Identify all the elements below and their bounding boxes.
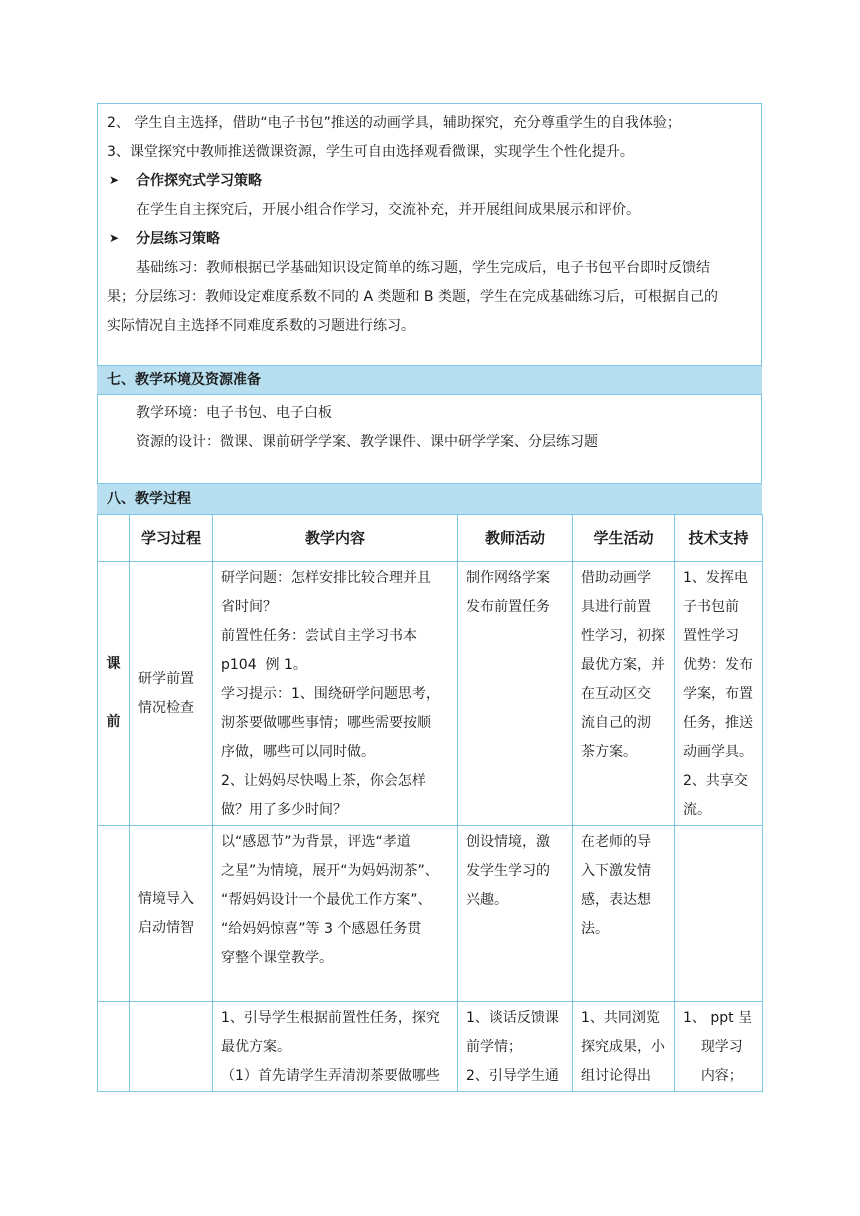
strategy-text-layered-3: 实际情况自主选择不同难度系数的习题进行练习。 xyxy=(107,318,415,334)
section7-environment: 教学环境：电子书包、电子白板 xyxy=(136,405,332,421)
arrow-bullet-icon: ➤ xyxy=(109,173,120,187)
tech-cell xyxy=(675,826,763,1002)
section8-heading: 八、教学过程 xyxy=(97,483,762,515)
process-cell: 研学前置 情况检查 xyxy=(130,562,213,826)
content-cell: 1、引导学生根据前置性任务，探究 最优方案。 （1）首先请学生弄清沏茶要做哪些 xyxy=(213,1002,458,1092)
header-student: 学生活动 xyxy=(573,515,675,562)
stage-label-pre-class: 课 前 xyxy=(98,562,130,826)
stage-cell-empty xyxy=(98,826,130,1002)
header-tech: 技术支持 xyxy=(675,515,763,562)
student-cell: 1、共同浏览 探究成果，小 组讨论得出 xyxy=(573,1002,675,1092)
teacher-cell: 制作网络学案 发布前置任务 xyxy=(458,562,573,826)
student-cell: 在老师的导 入下激发情 感，表达想 法。 xyxy=(573,826,675,1002)
process-cell: 情境导入 启动情智 xyxy=(130,826,213,1002)
table-row xyxy=(98,826,763,1002)
strategy-title-cooperative: 合作探究式学习策略 xyxy=(136,173,262,189)
strategy-text-layered-1: 基础练习：教师根据已学基础知识设定简单的练习题，学生完成后，电子书包平台即时反馈结 xyxy=(136,260,710,276)
strategy-text-cooperative: 在学生自主探究后，开展小组合作学习，交流补充，并开展组间成果展示和评价。 xyxy=(136,202,640,218)
intro-line-2: 3、课堂探究中教师推送微课资源，学生可自由选择观看微课，实现学生个性化提升。 xyxy=(107,144,634,160)
content-cell: 研学问题：怎样安排比较合理并且 省时间？ 前置性任务：尝试自主学习书本 p104 例 1。 学习提示：1、围绕研学问题思考， 沏茶要做哪些事情；哪些需要按顺 序做，哪些可以同时做。 2、让妈妈尽快喝上茶，你会怎样 做？用了多少时间？ xyxy=(213,562,458,826)
teacher-cell: 1、谈话反馈课 前学情； 2、引导学生通 xyxy=(458,1002,573,1092)
student-cell: 借助动画学 具进行前置 性学习，初探 最优方案，并 在互动区交 流自己的沏 茶方案。 xyxy=(573,562,675,826)
stage-cell-empty xyxy=(98,1002,130,1092)
table-row xyxy=(98,562,763,826)
intro-line-1: 2、 学生自主选择，借助“电子书包”推送的动画学具，辅助探究，充分尊重学生的自我体验； xyxy=(107,115,681,131)
header-teacher: 教师活动 xyxy=(458,515,573,562)
process-cell xyxy=(130,1002,213,1092)
arrow-bullet-icon: ➤ xyxy=(109,231,120,245)
teaching-process-table xyxy=(97,514,763,1092)
table-corner-cell xyxy=(98,515,130,562)
strategy-text-layered-2: 果；分层练习：教师设定难度系数不同的 A 类题和 B 类题，学生在完成基础练习后，可根据自己的 xyxy=(107,289,718,305)
header-content: 教学内容 xyxy=(213,515,458,562)
tech-cell: 1、发挥电 子书包前 置性学习 优势：发布 学案，布置 任务，推送 动画学具。 2、共享交 流。 xyxy=(675,562,763,826)
teacher-cell: 创设情境，激 发学生学习的 兴趣。 xyxy=(458,826,573,1002)
header-process: 学习过程 xyxy=(130,515,213,562)
section7-resources: 资源的设计：微课、课前研学学案、教学课件、课中研学学案、分层练习题 xyxy=(136,434,598,450)
section7-heading: 七、教学环境及资源准备 xyxy=(97,365,762,395)
strategy-title-layered: 分层练习策略 xyxy=(136,231,220,247)
document-page xyxy=(97,103,762,1083)
table-row xyxy=(98,1002,763,1092)
tech-cell: 1、 ppt 呈 现学习 内容； xyxy=(675,1002,763,1092)
table-header-row xyxy=(98,515,763,562)
content-cell: 以“感恩节”为背景，评选“孝道 之星”为情境，展开“为妈妈沏茶”、 “帮妈妈设计一个最优工作方案”、 “给妈妈惊喜”等 3 个感恩任务贯 穿整个课堂教学。 xyxy=(213,826,458,1002)
